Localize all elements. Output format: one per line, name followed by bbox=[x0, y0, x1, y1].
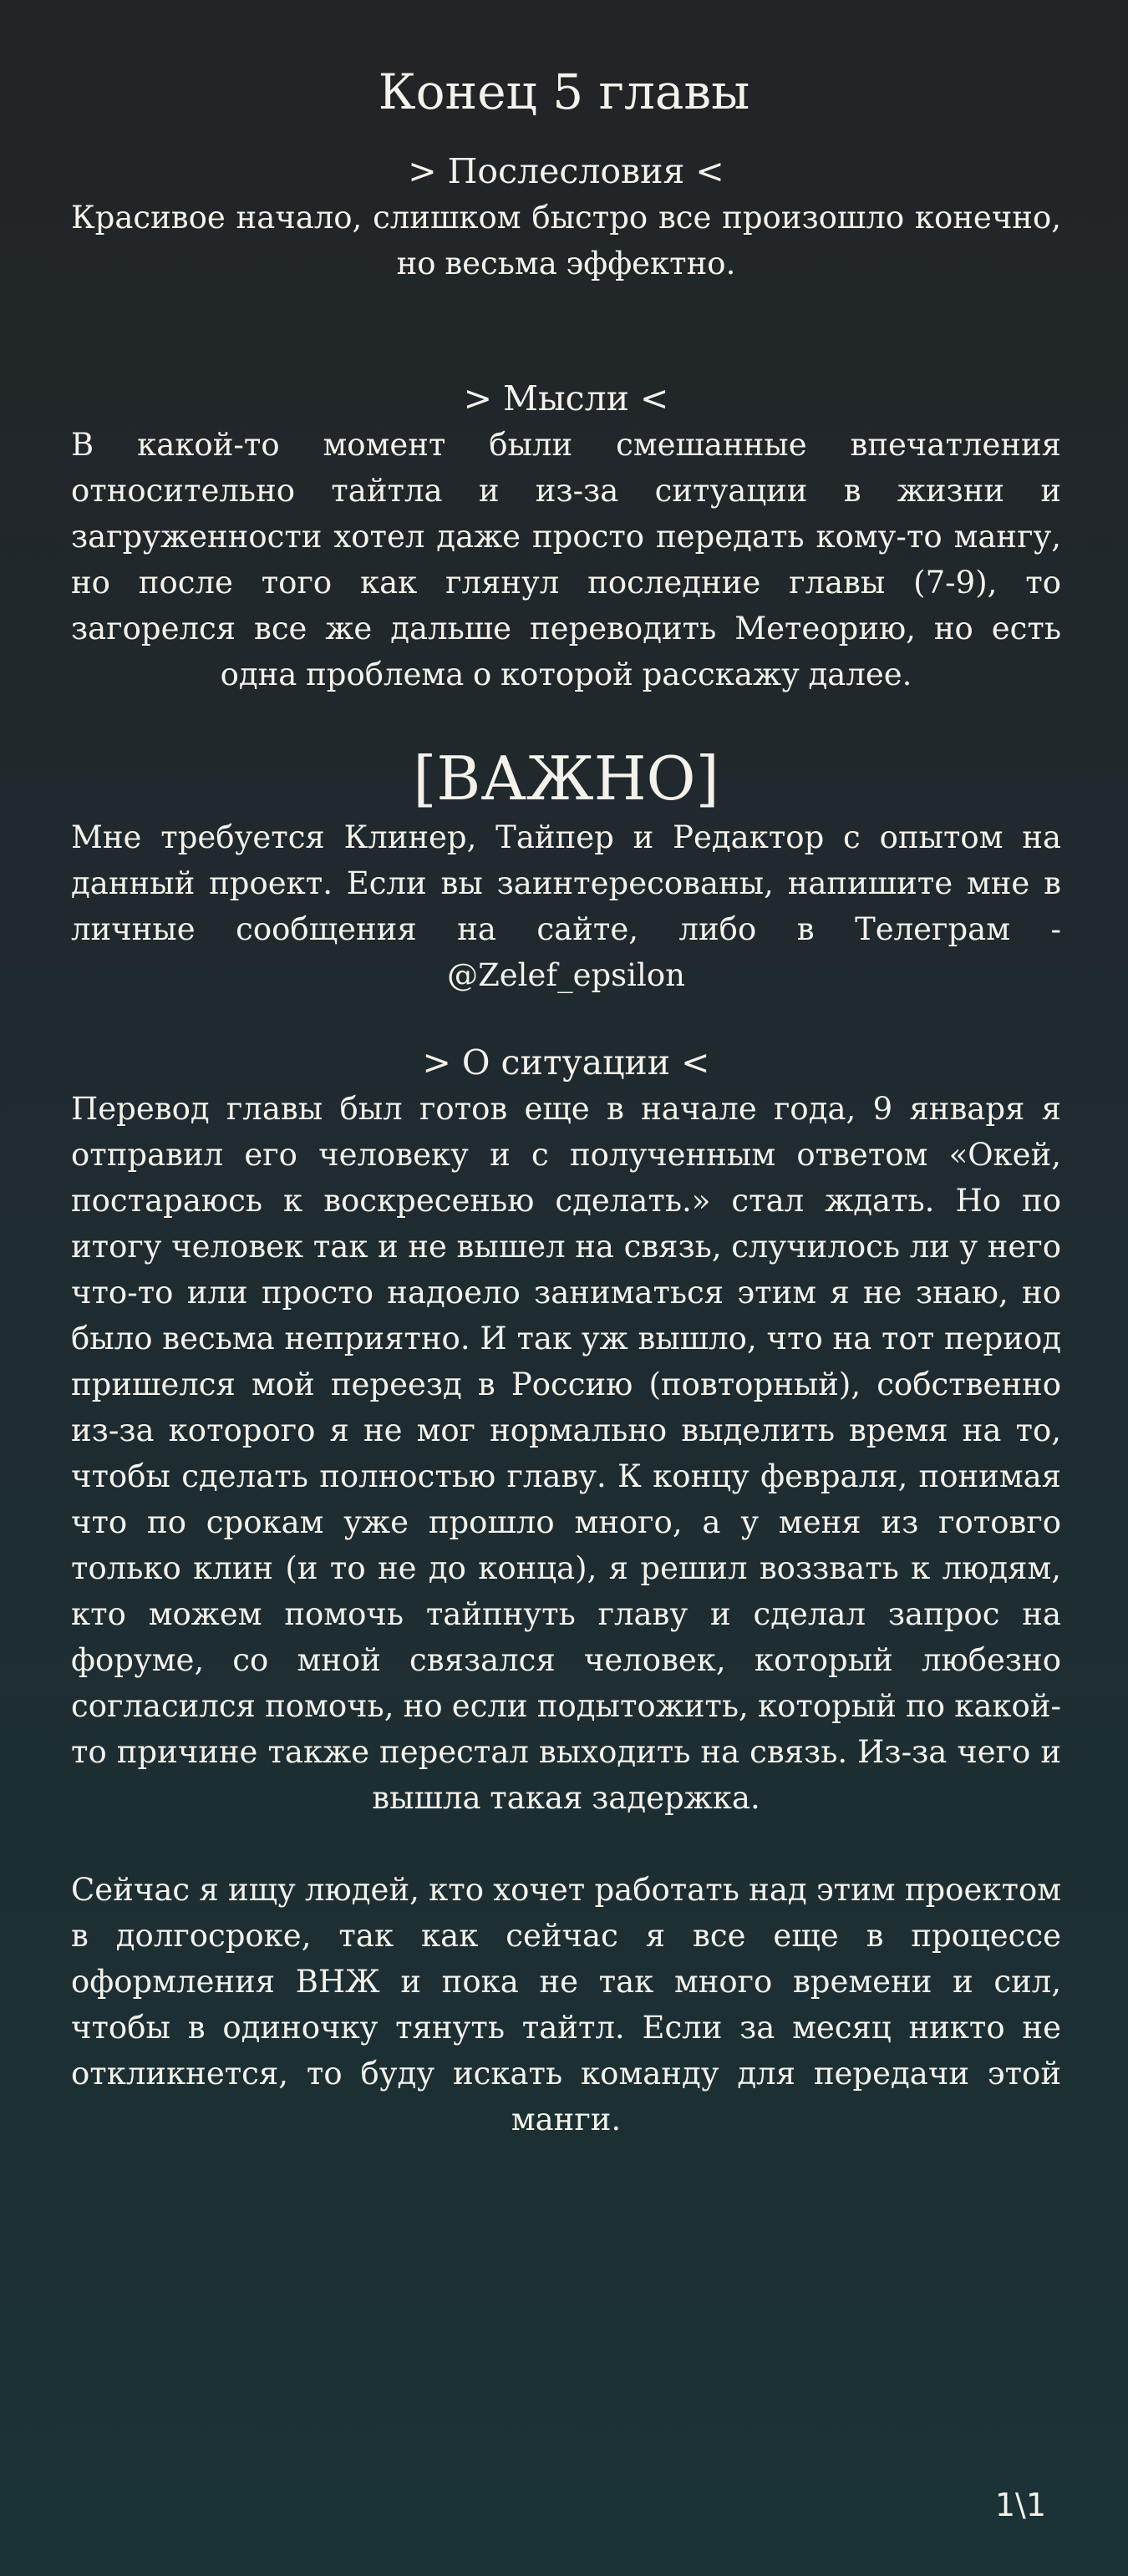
afterword-text: Красивое начало, слишком быстро все произошло конечно, но весьма эффектно. bbox=[71, 200, 1061, 281]
paragraph-gap bbox=[71, 1821, 1061, 1867]
situation-heading: > О ситуации < bbox=[422, 1042, 710, 1083]
important-section bbox=[71, 743, 1061, 998]
situation-section bbox=[71, 1040, 1061, 2142]
thoughts-section bbox=[71, 376, 1061, 697]
afterword-heading: > Послесловия < bbox=[408, 151, 724, 191]
page-title: Конец 5 главы bbox=[378, 63, 750, 120]
page-number: 1\1 bbox=[994, 2487, 1046, 2523]
situation-paragraph-1: Перевод главы был готов еще в начале года, 9 января я отправил его человеку и с полученным ответом «Окей, постараюсь к воскресенью сделать.» стал ждать. Но по итогу человек так и не вышел на связь, случилось ли у него что-то или просто надоело заниматься этим я не знаю, но было весьма неприятно. И так уж вышло, что на тот период пришелся мой переезд в Россию (повторный), собственно из-за которого я не мог нормально выделить время на то, чтобы сделать полностью главу. К концу февраля, понимая что по срокам уже прошло много, а у меня из готовго только клин (и то не до конца), я решил воззвать к людям, кто можем помочь тайпнуть главу и сделал запрос на форуме, со мной связался человек, который любезно согласился помочь, но если подытожить, который по какой-то причине также перестал выходить на связь. Из-за чего и вышла такая задержка. bbox=[71, 1091, 1061, 1816]
important-heading: [ВАЖНО] bbox=[413, 743, 719, 814]
afterword-section bbox=[71, 149, 1061, 287]
thoughts-heading: > Мысли < bbox=[463, 378, 669, 418]
important-text: Мне требуется Клинер, Тайпер и Редактор с опытом на данный проект. Если вы заинтересованы, напишите мне в личные сообщения на сайте, либо в Телеграм - @Zelef_epsilon bbox=[71, 819, 1061, 993]
situation-paragraph-2: Сейчас я ищу людей, кто хочет работать над этим проектом в долгосроке, так как сейчас я все еще в процессе оформления ВНЖ и пока не так много времени и сил, чтобы в одиночку тянуть тайтл. Если за месяц никто не откликнется, то буду искать команду для передачи этой манги. bbox=[71, 1872, 1061, 2137]
thoughts-text: В какой-то момент были смешанные впечатления относительно тайтла и из-за ситуации в жизни и загруженности хотел даже просто передать кому-то мангу, но после того как глянул последние главы (7-9), то загорелся все же дальше переводить Метеорию, но есть одна проблема о которой расскажу далее. bbox=[71, 427, 1061, 692]
